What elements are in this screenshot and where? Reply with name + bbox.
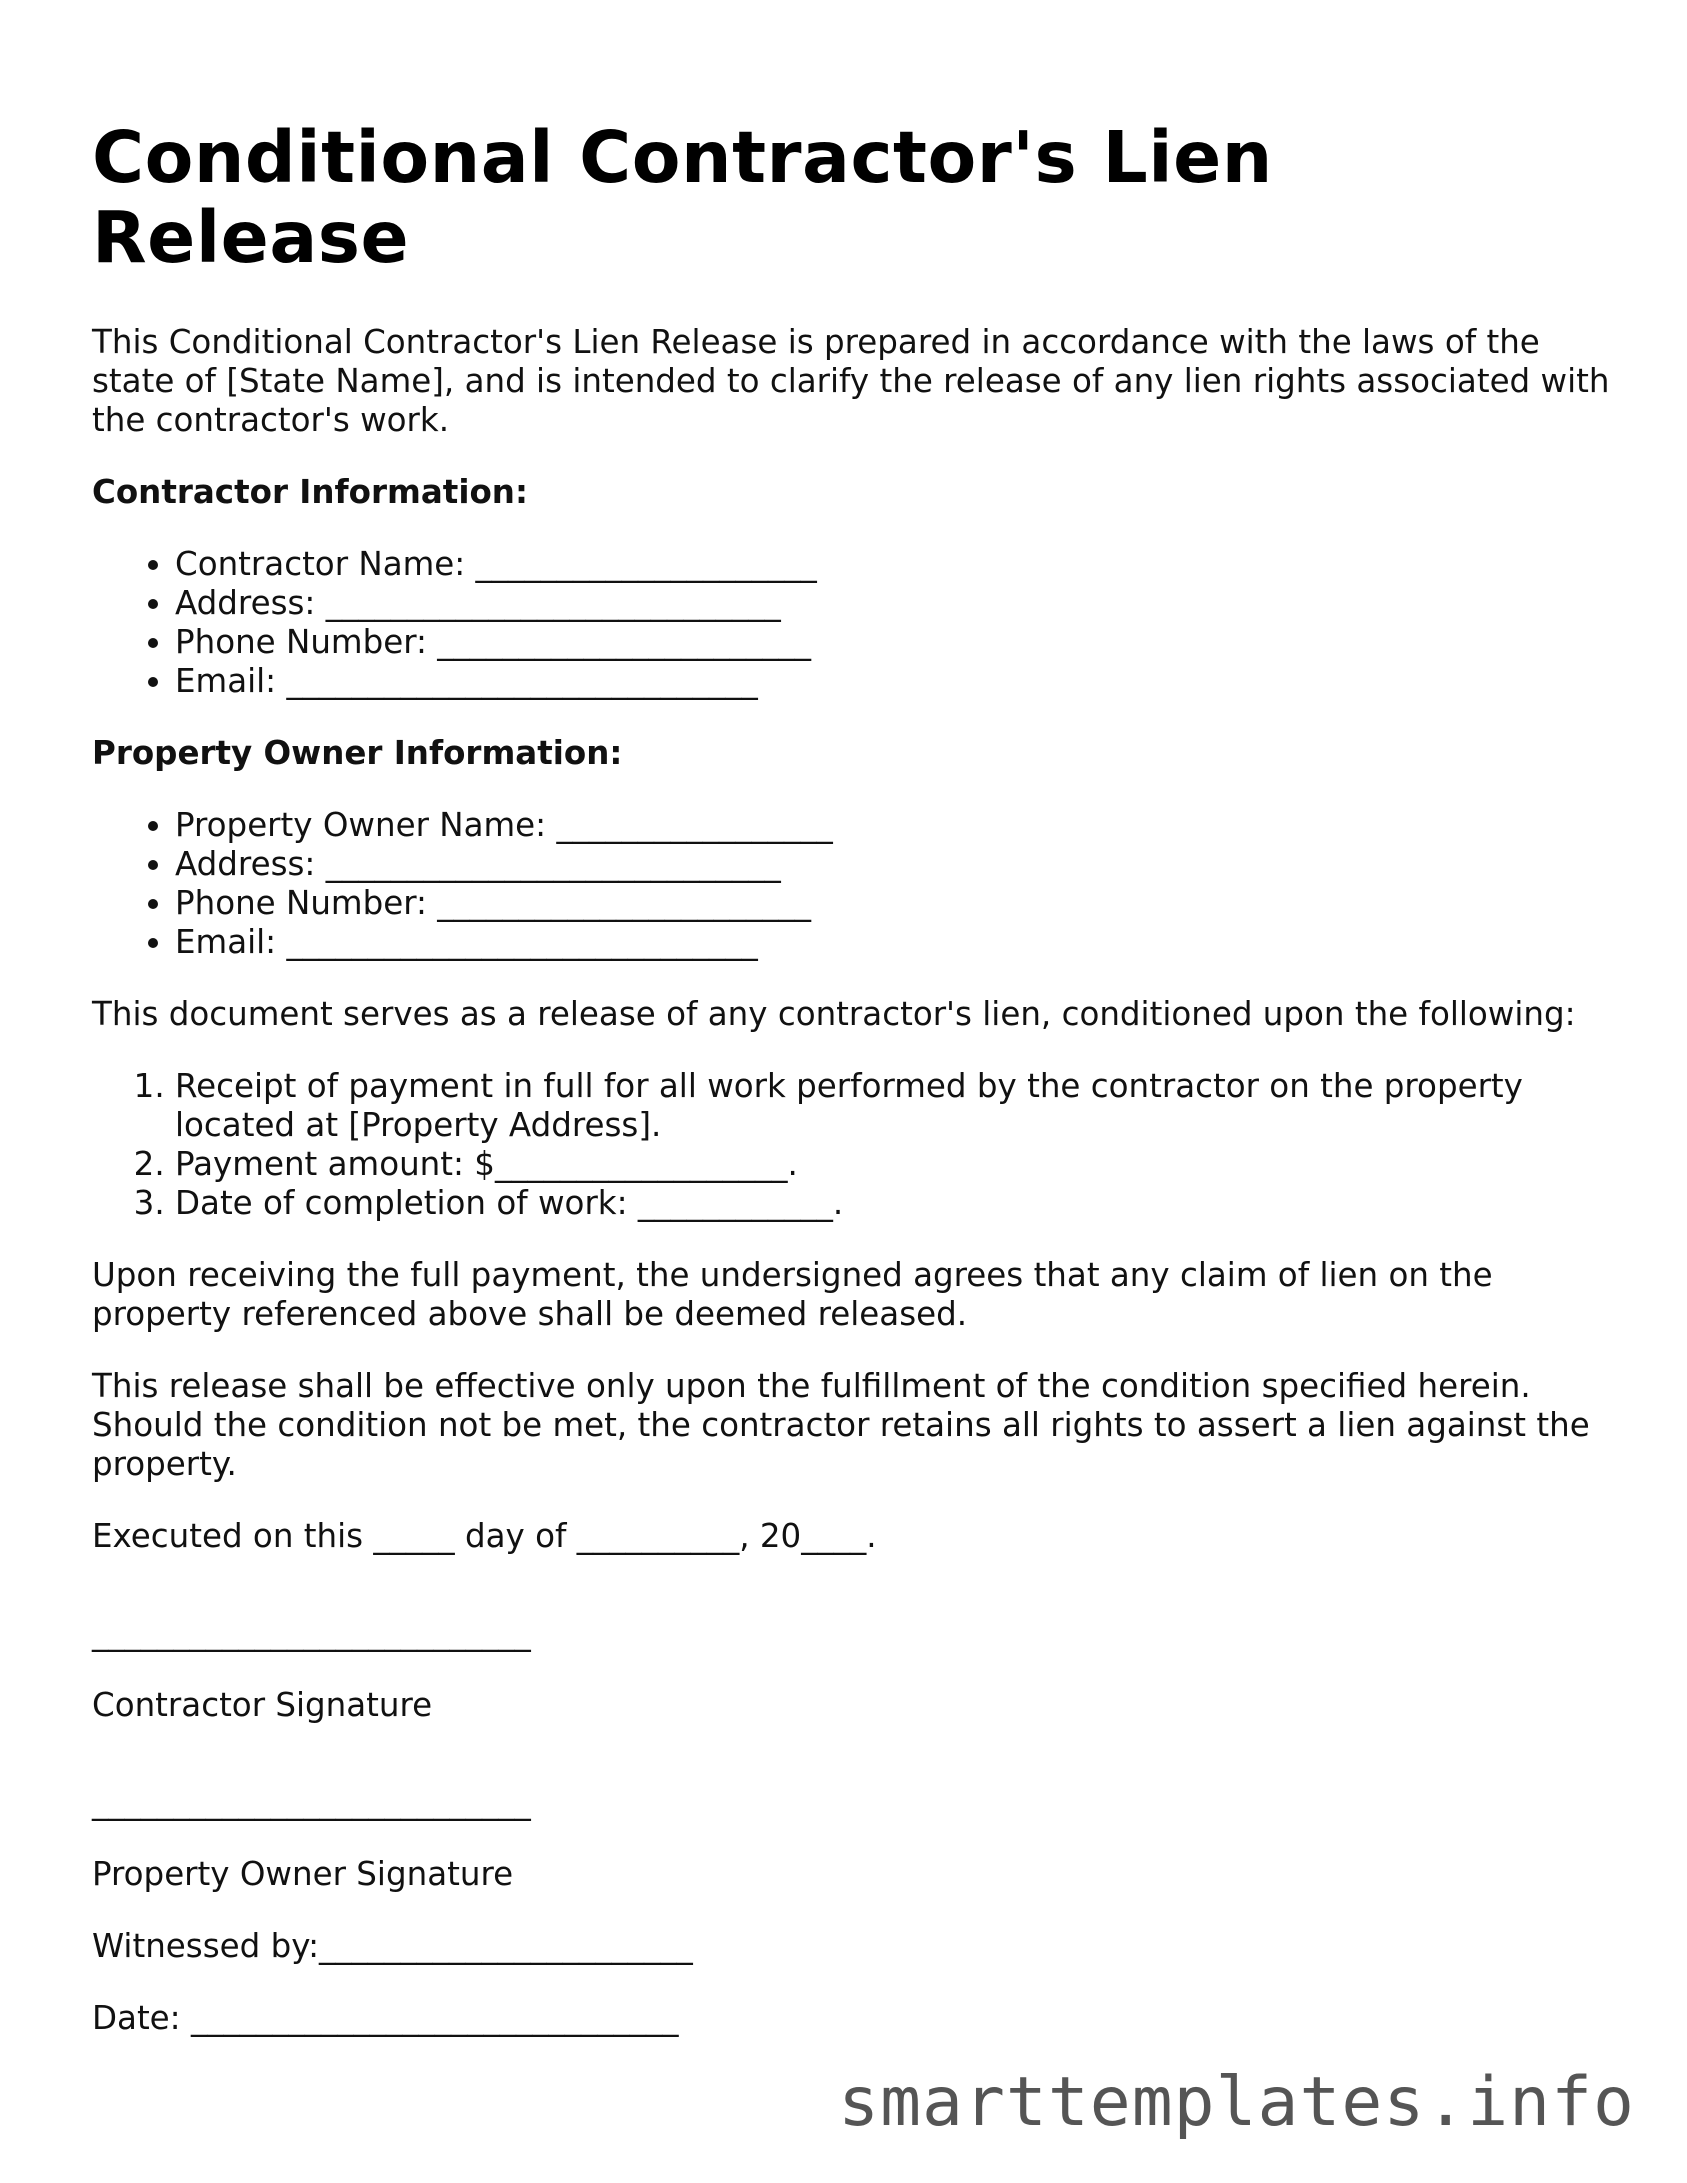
executed-line: Executed on this _____ day of __________, 20____. (92, 1517, 877, 1555)
owner-signature-label: Property Owner Signature (92, 1855, 514, 1893)
owner-signature-line: ___________________________ (92, 1783, 531, 1821)
conditions-intro: This document serves as a release of any contractor's lien, conditioned upon the following: (92, 995, 1576, 1033)
witnessed-line: Witnessed by:_______________________ (92, 1927, 693, 1965)
document-title: Conditional Contractor's Lien Release (92, 116, 1273, 279)
owner-info-heading: Property Owner Information: (92, 734, 623, 772)
contractor-phone-field: • Phone Number: _______________________ (175, 623, 1612, 662)
intro-paragraph: This Conditional Contractor's Lien Release is prepared in accordance with the laws of the state of [State Name], and is intended to clarify the release of any lien rights associated with the contractor's work. (92, 323, 1610, 439)
condition-payment-receipt: 1. Receipt of payment in full for all work performed by the contractor on the property located at [Property Address]. (175, 1067, 1612, 1145)
contractor-signature-line: ___________________________ (92, 1614, 531, 1652)
contractor-info-heading: Contractor Information: (92, 473, 528, 511)
watermark: smarttemplates.info (838, 2063, 1635, 2142)
conditions-list (92, 1067, 1612, 1223)
owner-email-field: • Email: _____________________________ (175, 923, 1612, 962)
contractor-info-list (92, 545, 1612, 701)
owner-address-field: • Address: ____________________________ (175, 845, 1612, 884)
owner-info-list (92, 806, 1612, 962)
release-paragraph: Upon receiving the full payment, the undersigned agrees that any claim of lien on the property referenced above shall be deemed released. (92, 1256, 1493, 1333)
owner-name-field: • Property Owner Name: _________________ (175, 806, 1612, 845)
effective-paragraph: This release shall be effective only upon the fulfillment of the condition specified herein. Should the condition not be met, the contractor retains all rights to assert a lien against the property. (92, 1367, 1590, 1483)
contractor-email-field: • Email: _____________________________ (175, 662, 1612, 701)
contractor-name-field: • Contractor Name: _____________________ (175, 545, 1612, 584)
date-line: Date: ______________________________ (92, 1999, 679, 2037)
contractor-address-field: • Address: ____________________________ (175, 584, 1612, 623)
condition-completion-date: 3. Date of completion of work: ____________. (175, 1184, 1612, 1223)
condition-payment-amount: 2. Payment amount: $__________________. (175, 1145, 1612, 1184)
document-page (92, 118, 1612, 2038)
owner-phone-field: • Phone Number: _______________________ (175, 884, 1612, 923)
contractor-signature-label: Contractor Signature (92, 1686, 433, 1724)
